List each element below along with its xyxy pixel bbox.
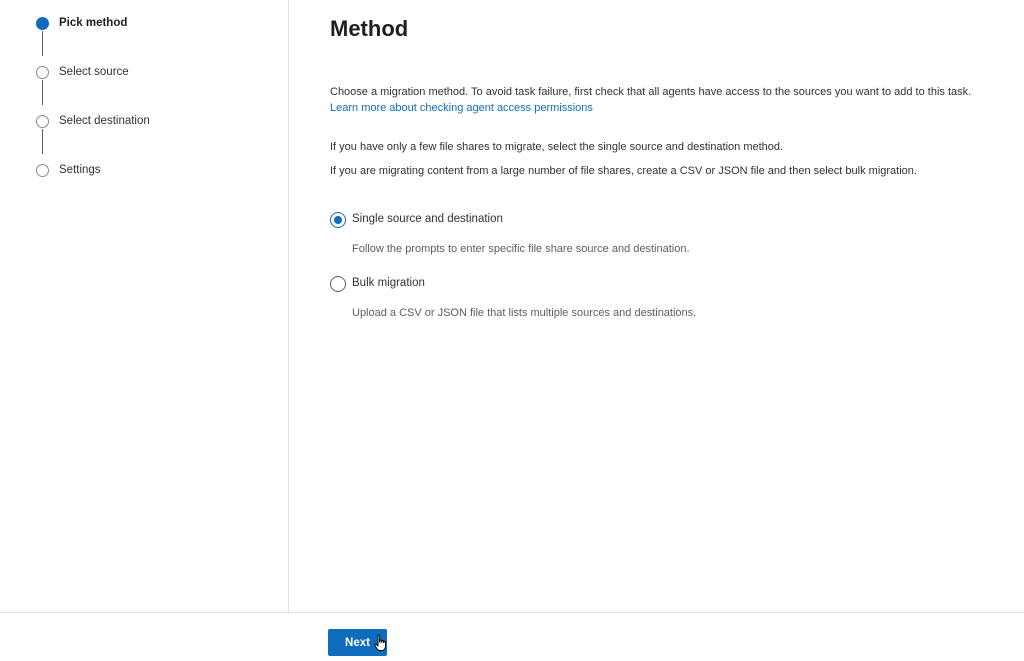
option-label: Single source and destination — [352, 213, 503, 225]
step-label: Select source — [59, 66, 129, 78]
step-dot-icon — [36, 164, 49, 177]
page-title: Method — [330, 16, 409, 41]
radio-button-selected[interactable] — [330, 212, 346, 228]
step-connector — [42, 129, 43, 154]
hint-few-shares: If you have only a few file shares to migrate, select the single source and destination method. — [330, 141, 784, 153]
option-description: Upload a CSV or JSON file that lists multiple sources and destinations. — [352, 307, 697, 319]
step-label: Select destination — [59, 115, 150, 127]
step-label: Pick method — [59, 17, 128, 29]
step-select-source[interactable] — [0, 63, 289, 83]
step-settings[interactable] — [0, 161, 289, 181]
step-connector — [42, 31, 43, 56]
next-button[interactable]: Next — [328, 629, 387, 656]
wizard-stepper — [0, 0, 289, 612]
step-label: Settings — [59, 164, 101, 176]
option-label: Bulk migration — [352, 277, 425, 289]
hand-cursor-icon — [374, 634, 388, 652]
intro-text: Choose a migration method. To avoid task failure, first check that all agents have access to the sources you want to add to this task. — [330, 86, 972, 98]
step-select-destination[interactable] — [0, 112, 289, 132]
option-single-source[interactable] — [330, 212, 730, 230]
step-dot-icon — [36, 115, 49, 128]
option-description: Follow the prompts to enter specific file share source and destination. — [352, 243, 690, 255]
step-connector — [42, 80, 43, 105]
hint-many-shares: If you are migrating content from a large number of file shares, create a CSV or JSON file and then select bulk migration. — [330, 165, 917, 177]
learn-more-link[interactable]: Learn more about checking agent access permissions — [330, 102, 593, 114]
option-bulk-migration[interactable] — [330, 276, 730, 294]
step-dot-icon — [36, 66, 49, 79]
step-pick-method[interactable] — [0, 14, 289, 34]
step-active-dot-icon — [36, 17, 49, 30]
radio-button[interactable] — [330, 276, 346, 292]
wizard-footer — [0, 612, 1024, 661]
